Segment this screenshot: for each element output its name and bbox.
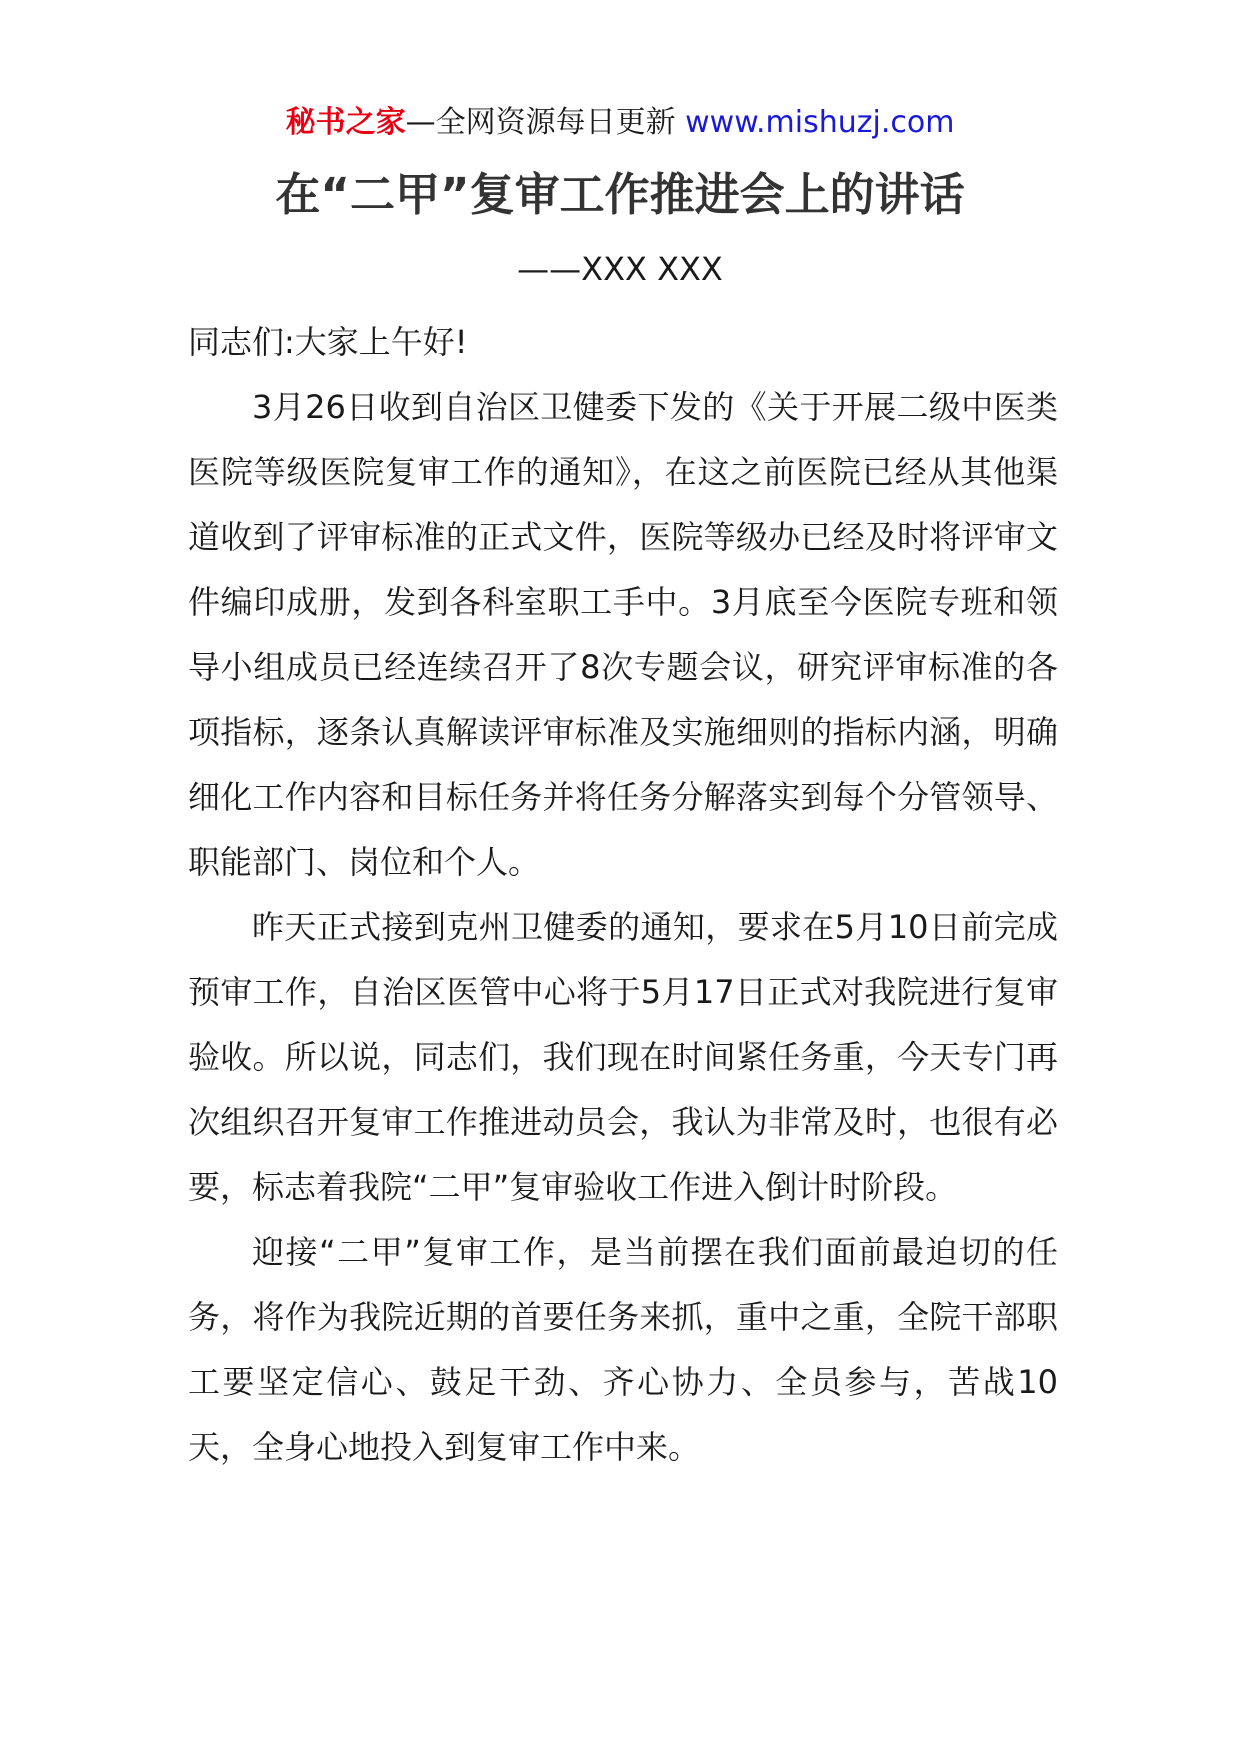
paragraph: 昨天正式接到克州卫健委的通知，要求在5月10日前完成预审工作，自治区医管中心将于5月17日正式对我院进行复审验收。所以说，同志们，我们现在时间紧任务重，今天专门再次组织召开复审工作推进动员会，我认为非常及时，也很有必要，标志着我院“二甲”复审验收工作进入倒计时阶段。 [188,908,1058,1206]
speaker-byline: ——XXX XXX [517,250,723,288]
speech-body [188,310,1058,1480]
brand-name: 秘书之家 [285,105,406,140]
paragraph: 3月26日收到自治区卫健委下发的《关于开展二级中医类医院等级医院复审工作的通知》，在这之前医院已经从其他渠道收到了评审标准的正式文件，医院等级办已经及时将评审文件编印成册，发到各科室职工手中。3月底至今医院专班和领导小组成员已经连续召开了8次专题会议，研究评审标准的各项指标，逐条认真解读评审标准及实施细则的指标内涵，明确细化工作内容和目标任务并将任务分解落实到每个分管领导、职能部门、岗位和个人。 [188,388,1058,881]
salutation: 同志们:大家上午好! [188,323,468,361]
document-title: 在“二甲”复审工作推进会上的讲话 [275,168,965,221]
site-header [0,101,1240,145]
header-tagline: —全网资源每日更新 [405,105,676,140]
site-url-link[interactable]: www.mishuzj.com [685,105,955,140]
paragraph: 迎接“二甲”复审工作，是当前摆在我们面前最迫切的任务，将作为我院近期的首要任务来抓，重中之重，全院干部职工要坚定信心、鼓足干劲、齐心协力、全员参与，苦战10天，全身心地投入到复审工作中来。 [188,1233,1058,1466]
